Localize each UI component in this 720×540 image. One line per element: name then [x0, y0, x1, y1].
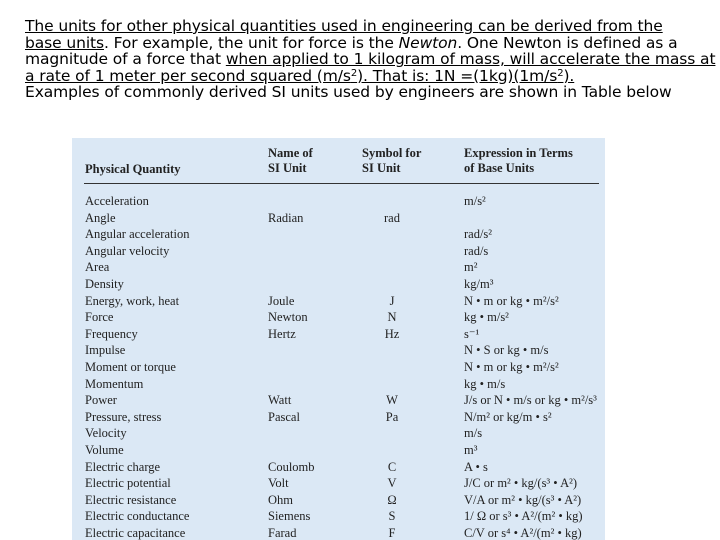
base-units-term: base units [25, 33, 104, 52]
cell-symbol: V [387, 476, 397, 491]
cell-symbol: W [386, 393, 398, 408]
cell-unit-name: Farad [268, 525, 297, 540]
formula-part: ). [563, 66, 575, 85]
cell-quantity: Moment or torque [85, 359, 176, 374]
cell-expression: m/s [464, 426, 483, 441]
header-line: Symbol for [362, 146, 422, 160]
cell-expression: N • S or kg • m/s [464, 343, 549, 358]
cell-expression: kg/m³ [464, 276, 494, 291]
intro-text-underlined: when applied to 1 kilogram of mass, will accelerate the mass at [225, 50, 716, 69]
cell-expression: A • s [464, 459, 488, 474]
table-row [72, 293, 605, 310]
table-row [72, 359, 605, 376]
cell-quantity: Area [85, 260, 110, 275]
cell-symbol: F [388, 525, 396, 540]
intro-line-2 [25, 35, 705, 52]
cell-expression: 1/ Ω or s³ • A²/(m² • kg) [464, 509, 583, 524]
table-row [72, 226, 605, 243]
cell-expression: m² [464, 260, 478, 275]
table-row [72, 409, 605, 426]
table-row [72, 326, 605, 343]
cell-unit-name: Siemens [268, 509, 311, 524]
cell-expression: m/s² [464, 194, 486, 208]
table-row [72, 392, 605, 409]
intro-text: . One Newton is defined as a [457, 33, 678, 52]
header-line: SI Unit [362, 161, 401, 175]
cell-expression: N • m or kg • m²/s² [464, 293, 559, 308]
cell-quantity: Force [85, 310, 114, 325]
cell-unit-name: Radian [268, 210, 304, 225]
cell-quantity: Angular velocity [85, 243, 170, 258]
header-line: Name of [268, 146, 313, 160]
cell-expression: rad/s [464, 243, 489, 258]
intro-line-4 [25, 68, 705, 85]
newton-term: Newton [398, 33, 458, 52]
cell-expression: N • m or kg • m²/s² [464, 359, 559, 374]
cell-quantity: Momentum [85, 376, 144, 391]
cell-unit-name: Watt [268, 393, 292, 408]
cell-unit-name: Joule [268, 293, 295, 308]
cell-unit-name: Ohm [268, 492, 293, 507]
cell-unit-name: Pascal [268, 409, 300, 424]
cell-expression: kg • m/s² [464, 310, 509, 325]
header-divider [84, 183, 599, 184]
intro-line-3 [25, 50, 716, 69]
table-row [72, 376, 605, 393]
cell-quantity: Electric conductance [85, 509, 190, 524]
cell-quantity: Electric potential [85, 476, 171, 491]
cell-unit-name: Coulomb [268, 459, 315, 474]
formula-part: ). That is: 1N =(1kg)(1m/s [357, 66, 558, 85]
table-row [72, 442, 605, 459]
table-row [72, 342, 605, 359]
table-row [72, 309, 605, 326]
table-row [72, 508, 605, 525]
cell-symbol: C [387, 459, 397, 474]
formula-part: a rate of 1 meter per second squared (m/s [25, 66, 351, 85]
cell-quantity: Density [85, 276, 124, 291]
header-physical-quantity: Physical Quantity [85, 162, 181, 176]
cell-symbol: J [389, 293, 395, 308]
table-row [72, 193, 605, 210]
cell-quantity: Acceleration [85, 194, 149, 208]
si-units-table [72, 138, 605, 540]
cell-quantity: Angular acceleration [85, 227, 190, 242]
intro-text: magnitude of a force that [25, 50, 226, 69]
cell-quantity: Power [85, 393, 117, 408]
cell-expression: kg • m/s [464, 376, 506, 391]
cell-expression: V/A or m² • kg/(s³ • A²) [464, 492, 582, 507]
cell-quantity: Frequency [85, 326, 138, 341]
cell-quantity: Electric capacitance [85, 525, 186, 540]
header-expression [464, 146, 573, 176]
cell-unit-name: Newton [268, 310, 308, 325]
table-row [72, 210, 605, 227]
table-row [72, 475, 605, 492]
intro-text: . For example, the unit for force is the [103, 33, 399, 52]
cell-quantity: Volume [85, 442, 124, 457]
cell-expression: m³ [464, 442, 478, 457]
table-row [72, 243, 605, 260]
header-si-unit-name [268, 146, 313, 176]
table-row [72, 276, 605, 293]
cell-symbol: Hz [384, 326, 400, 341]
cell-quantity: Electric charge [85, 459, 161, 474]
cell-unit-name: Hertz [268, 326, 296, 341]
cell-quantity: Impulse [85, 343, 126, 358]
cell-symbol: Pa [385, 409, 399, 424]
cell-quantity: Energy, work, heat [85, 293, 180, 308]
cell-symbol: N [387, 310, 397, 325]
cell-expression: J/C or m² • kg/(s³ • A²) [464, 476, 578, 491]
intro-text: The units for other physical quantities used in engineering can be derived from the [25, 17, 663, 35]
intro-text: Examples of commonly derived SI units used by engineers are shown in Table below [25, 83, 672, 102]
header-symbol [362, 146, 421, 176]
cell-quantity: Pressure, stress [85, 409, 162, 424]
cell-symbol: rad [384, 210, 400, 225]
header-line: Expression in Terms [464, 146, 573, 160]
cell-expression: C/V or s⁴ • A²/(m² • kg) [464, 525, 582, 540]
table-row [72, 525, 605, 540]
cell-quantity: Angle [85, 210, 116, 225]
table-body [72, 193, 605, 540]
cell-expression: J/s or N • m/s or kg • m²/s³ [464, 393, 597, 408]
cell-symbol: S [388, 509, 396, 524]
cell-symbol: Ω [387, 492, 397, 507]
intro-paragraph [25, 17, 716, 102]
intro-line-1 [25, 18, 705, 35]
header-line: SI Unit [268, 161, 307, 175]
intro-line-5 [25, 84, 705, 101]
table-row [72, 492, 605, 509]
formula-text: a rate of 1 meter per second squared $(m/s^2)$. That is: $1N =(1kg)(1m/s^2)$. [25, 66, 575, 85]
cell-quantity: Velocity [85, 426, 127, 441]
cell-expression: s⁻¹ [464, 326, 480, 341]
header-line: of Base Units [464, 161, 535, 175]
cell-unit-name: Volt [268, 476, 289, 491]
cell-quantity: Electric resistance [85, 492, 177, 507]
cell-expression: rad/s² [464, 227, 493, 242]
cell-expression: N/m² or kg/m • s² [464, 409, 552, 424]
table-row [72, 259, 605, 276]
table-row [72, 459, 605, 476]
table-row [72, 425, 605, 442]
